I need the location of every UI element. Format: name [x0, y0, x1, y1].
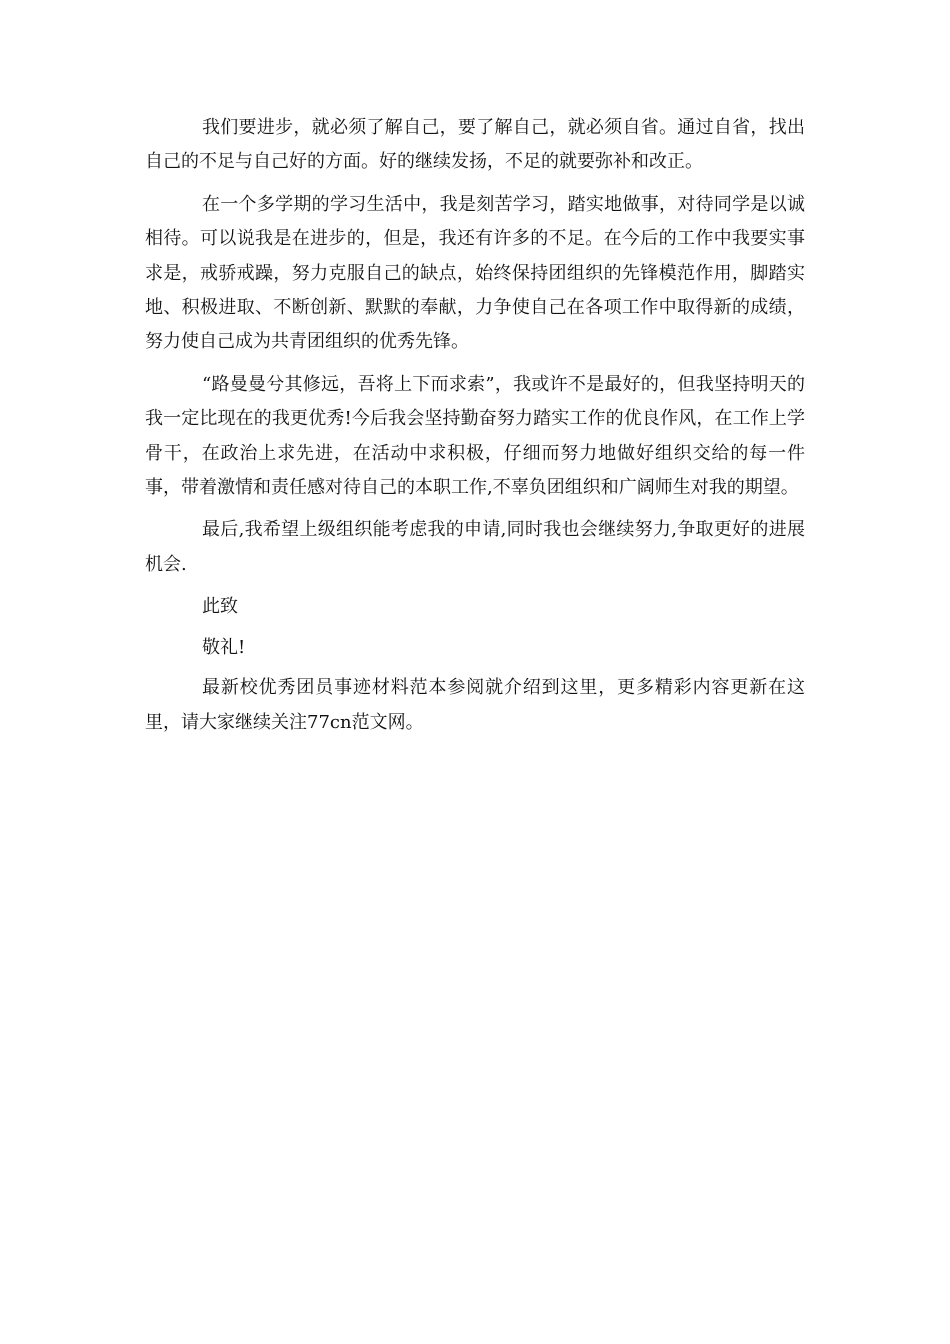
- paragraph-self-reflection: 我们要进步，就必须了解自己，要了解自己，就必须自省。通过自省，找出自己的不足与自己好的方面。好的继续发扬，不足的就要弥补和改正。: [145, 117, 805, 173]
- paragraph-study-life: 在一个多学期的学习生活中，我是刻苦学习，踏实地做事，对待同学是以诚相待。可以说我是在进步的，但是，我还有许多的不足。在今后的工作中我要实事求是，戒骄戒躁，努力克服自己的缺点，始终保持团组织的先锋模范作用，脚踏实地、积极进取、不断创新、默默的奉献，力争使自己在各项工作中取得新的成绩，努力使自己成为共青团组织的优秀先锋。: [145, 193, 805, 353]
- document-body: [145, 111, 805, 748]
- paragraph-future-commitment: “路曼曼兮其修远，吾将上下而求索”，我或许不是最好的，但我坚持明天的我一定比现在的我更优秀!今后我会坚持勤奋努力踏实工作的优良作风，在工作上学骨干，在政治上求先进，在活动中求积极，仔细而努力地做好组织交给的每一件事，带着激情和责任感对待自己的本职工作,不辜负团组织和广阔师生对我的期望。: [145, 373, 805, 499]
- salutation-cizhi: 此致: [202, 596, 238, 618]
- paragraph-closing-request: 最后,我希望上级组织能考虑我的申请,同时我也会继续努力,争取更好的进展机会.: [145, 519, 805, 575]
- paragraph-footer-note: 最新校优秀团员事迹材料范本参阅就介绍到这里，更多精彩内容更新在这里，请大家继续关注77cn范文网。: [145, 677, 805, 733]
- salutation-jingli: 敬礼!: [202, 636, 246, 658]
